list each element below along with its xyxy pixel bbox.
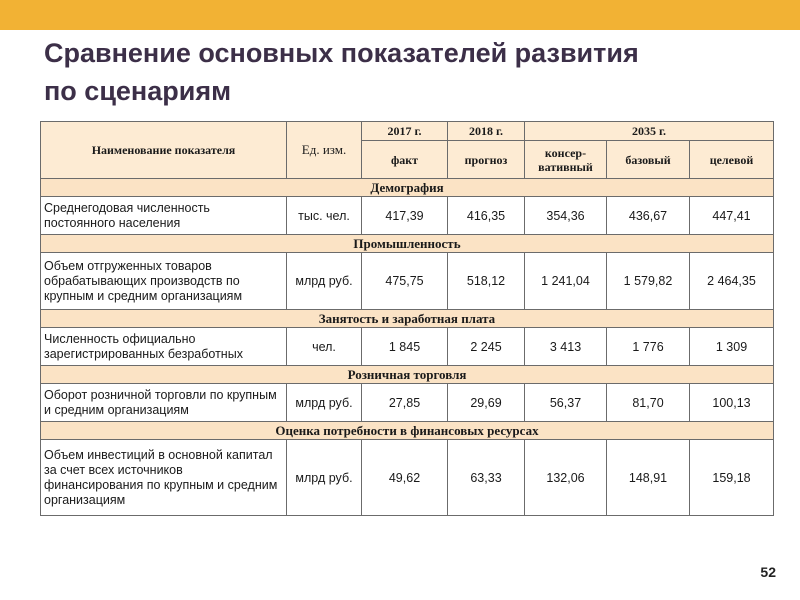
value-2035-target: 447,41 <box>690 197 774 235</box>
value-2035-base: 1 776 <box>607 328 690 366</box>
section-title: Демография <box>41 179 774 197</box>
slide-title-line-2: по сценариям <box>44 76 232 106</box>
value-2018-forecast: 2 245 <box>448 328 525 366</box>
header-year-2035: 2035 г. <box>525 122 774 141</box>
header-year-2017: 2017 г. <box>362 122 448 141</box>
section-row <box>41 179 774 197</box>
value-2035-conservative: 3 413 <box>525 328 607 366</box>
value-2017-fact: 1 845 <box>362 328 448 366</box>
header-unit: Ед. изм. <box>287 122 362 179</box>
value-2018-forecast: 518,12 <box>448 253 525 310</box>
value-2018-forecast: 416,35 <box>448 197 525 235</box>
value-2035-conservative: 354,36 <box>525 197 607 235</box>
value-2017-fact: 27,85 <box>362 384 448 422</box>
section-row <box>41 366 774 384</box>
section-title: Занятость и заработная плата <box>41 310 774 328</box>
section-row <box>41 422 774 440</box>
value-2035-base: 81,70 <box>607 384 690 422</box>
section-row <box>41 310 774 328</box>
value-2017-fact: 417,39 <box>362 197 448 235</box>
header-target: целевой <box>690 141 774 179</box>
indicator-unit: тыс. чел. <box>287 197 362 235</box>
slide-title-line-1: Сравнение основных показателей развития <box>44 38 639 68</box>
section-row <box>41 235 774 253</box>
header-fact: факт <box>362 141 448 179</box>
header-base: базовый <box>607 141 690 179</box>
value-2017-fact: 49,62 <box>362 440 448 516</box>
indicator-name: Объем отгруженных товаров обрабатывающих производств по крупным и средним организациям <box>41 253 287 310</box>
indicator-name: Оборот розничной торговли по крупным и средним организациям <box>41 384 287 422</box>
value-2035-base: 148,91 <box>607 440 690 516</box>
table-row <box>41 253 774 310</box>
value-2035-conservative: 1 241,04 <box>525 253 607 310</box>
value-2035-base: 436,67 <box>607 197 690 235</box>
slide-title <box>44 34 764 110</box>
page-number: 52 <box>760 564 776 580</box>
value-2035-target: 2 464,35 <box>690 253 774 310</box>
value-2035-target: 1 309 <box>690 328 774 366</box>
top-accent-bar <box>0 0 800 30</box>
indicator-name: Среднегодовая численность постоянного населения <box>41 197 287 235</box>
indicator-unit: чел. <box>287 328 362 366</box>
section-title: Оценка потребности в финансовых ресурсах <box>41 422 774 440</box>
table-row <box>41 384 774 422</box>
indicator-name: Объем инвестиций в основной капитал за счет всех источников финансирования по крупным и средним организациям <box>41 440 287 516</box>
value-2017-fact: 475,75 <box>362 253 448 310</box>
section-title: Розничная торговля <box>41 366 774 384</box>
indicator-unit: млрд руб. <box>287 440 362 516</box>
header-forecast: прогноз <box>448 141 525 179</box>
value-2035-target: 100,13 <box>690 384 774 422</box>
table-row <box>41 440 774 516</box>
value-2035-target: 159,18 <box>690 440 774 516</box>
indicator-unit: млрд руб. <box>287 384 362 422</box>
header-year-2018: 2018 г. <box>448 122 525 141</box>
table-row <box>41 328 774 366</box>
indicators-table <box>40 121 774 516</box>
header-conservative: консер-вативный <box>525 141 607 179</box>
value-2035-conservative: 132,06 <box>525 440 607 516</box>
value-2018-forecast: 29,69 <box>448 384 525 422</box>
table-row <box>41 197 774 235</box>
header-indicator-name: Наименование показателя <box>41 122 287 179</box>
value-2035-base: 1 579,82 <box>607 253 690 310</box>
indicator-unit: млрд руб. <box>287 253 362 310</box>
value-2018-forecast: 63,33 <box>448 440 525 516</box>
indicator-name: Численность официально зарегистрированных безработных <box>41 328 287 366</box>
value-2035-conservative: 56,37 <box>525 384 607 422</box>
section-title: Промышленность <box>41 235 774 253</box>
